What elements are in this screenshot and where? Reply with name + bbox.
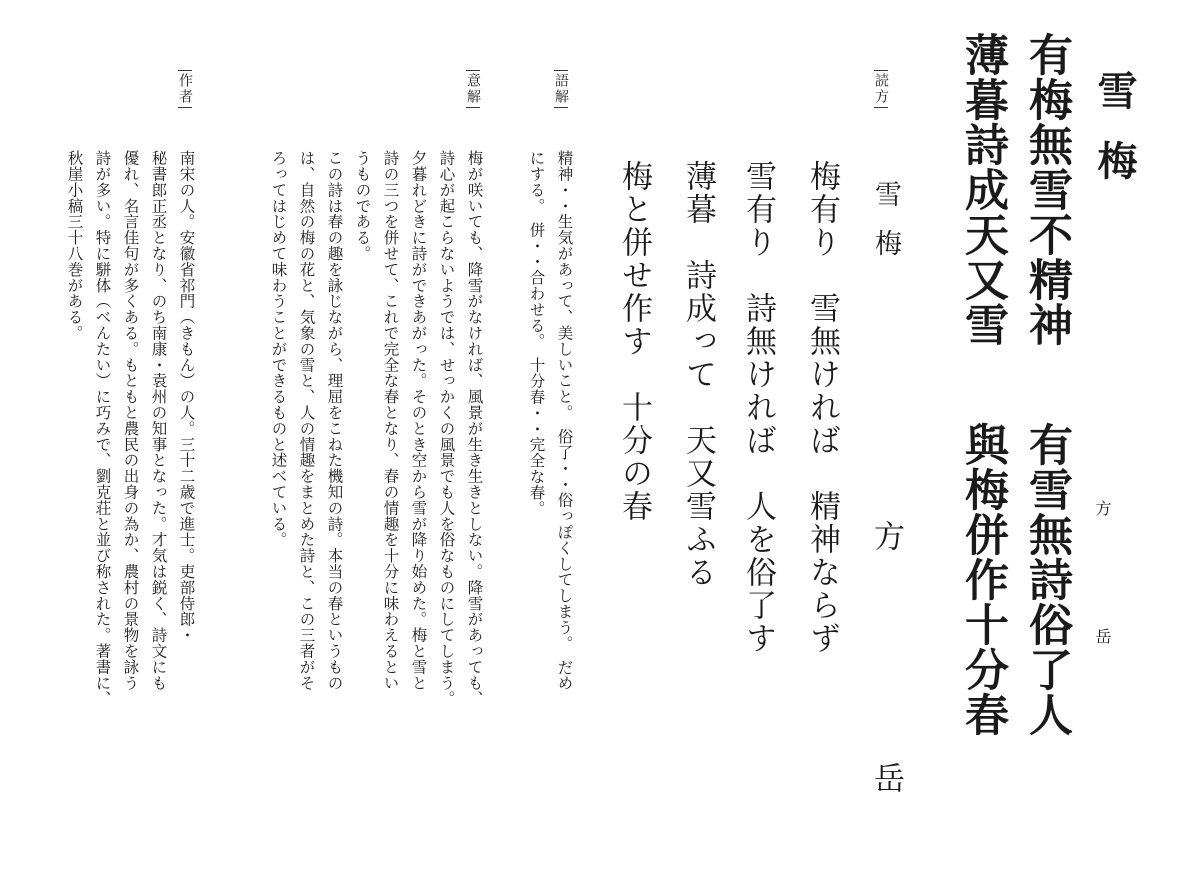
poem-line-1: 有梅無雪不精神	[1021, 32, 1072, 347]
glossary-label: 語解	[554, 70, 568, 108]
glossary-line-2: にする。 併・・合わせる。 十分春・・完全な春。	[527, 150, 546, 517]
author-note-label: 作者	[178, 70, 192, 108]
reading-line-4: 梅と併せ作す 十分の春	[616, 160, 652, 523]
poem-line-3: 薄暮詩成天又雪	[957, 32, 1008, 347]
author-note-line-1: 南宋の人。安徽省祁門（きもん）の人。三十二歳で進士。吏部侍郎・	[177, 150, 196, 643]
reading-line-2: 雪有り 詩無ければ 人を俗了す	[740, 160, 776, 655]
meaning-line-8: ろってはじめて味わうことができるものと述べている。	[269, 150, 288, 548]
reading-label: 読方	[874, 70, 888, 108]
glossary-line-1: 精神・・生気があって、美しいこと。 俗了・・俗っぽくしてしまう。 だめ	[555, 150, 574, 691]
reading-line-1: 梅有り 雪無ければ 精神ならず	[804, 160, 840, 655]
poem-line-2: 有雪無詩俗了人	[1021, 422, 1072, 737]
author-note-line-5: 秋崖小稿三十八巻がある。	[65, 150, 84, 341]
meaning-line-5: うものである。	[353, 150, 372, 262]
author-note-line-4: 詩が多い。特に駢体（べんたい）に巧みで、劉克荘と並び称された。著書に、	[93, 150, 112, 707]
meaning-line-3: 夕暮れどきに詩ができあがった。そのとき空から雪が降り始めた。梅と雪と	[409, 150, 428, 691]
reading-line-3: 薄暮 詩成って 天又雪ふる	[680, 160, 716, 589]
reading-title: 雪梅	[870, 180, 901, 278]
poem-line-4: 與梅併作十分春	[957, 422, 1008, 737]
author-note-line-3: 優れ、名言佳句が多くある。もともと農民の出身の為か、農村の景物を詠う	[121, 150, 140, 691]
poem-title: 雪梅	[1091, 70, 1138, 210]
poem-author: 方 岳	[1093, 500, 1112, 644]
reading-author: 方 岳	[868, 520, 904, 883]
meaning-label: 意解	[466, 70, 480, 108]
meaning-line-4: 詩の三つを併せて、これで完全な春となり、春の情趣を十分に味わえるとい	[381, 150, 400, 691]
meaning-line-2: 詩心が起こらないようでは、せっかくの風景でも人を俗なものにしてしまう。	[437, 150, 456, 707]
meaning-line-7: は、自然の梅の花と、気象の雪と、人の情趣をまとめた詩と、この三者がそ	[297, 150, 316, 691]
meaning-line-6: この詩は春の趣を詠じながら、理屈をこねた機知の詩。本当の春というもの	[325, 150, 344, 691]
author-note-line-2: 秘書郎正丞となり、のち南康・袁州の知事となった。才気は鋭く、詩文にも	[149, 150, 168, 691]
meaning-line-1: 梅が咲いても、降雪がなければ、風景が生き生きとしない。降雪があっても、	[465, 150, 484, 707]
